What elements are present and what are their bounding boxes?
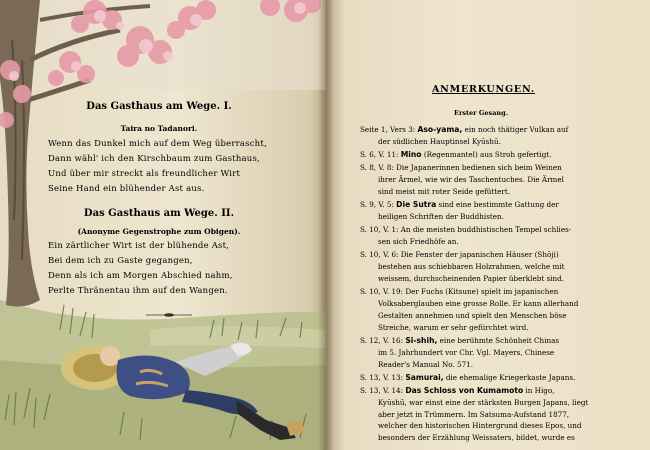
note-term: Mino xyxy=(400,150,422,159)
note-text: sind eine bestimmte Gattung der xyxy=(438,200,559,209)
note-continuation: welcher den historischen Hintergrund dieses Epos, und xyxy=(378,421,582,431)
note-continuation: aber jetzt in Trümmern. Im Satsuma-Aufstand 1877, xyxy=(378,409,570,419)
note-reference: S. 10, V. 6: xyxy=(360,250,401,259)
note-term: Samurai, xyxy=(405,372,444,382)
note-continuation: besonders der Erzählung Weissaters, bildet, wurde es xyxy=(378,433,575,443)
note-term: Aso-yama, xyxy=(417,125,463,134)
note-continuation: Streiche, warum er sehr gefürchtet wird. xyxy=(378,322,529,332)
note-continuation: Volksaberglauben eine grosse Rolle. Er kann allerhand xyxy=(378,298,579,308)
note-entry xyxy=(360,163,562,172)
note-entry xyxy=(360,150,552,159)
poem-2-line: Bei dem ich zu Gaste gegangen, xyxy=(48,256,193,266)
note-reference: S. 13, V. 13: xyxy=(360,372,406,382)
note-reference: S. 10, V. 19: xyxy=(360,286,406,296)
note-reference: S. 8, V. 8: xyxy=(360,163,397,173)
note-reference: S. 12, V. 16: xyxy=(360,335,406,345)
note-continuation: weissem, durchscheinenden Papier überklebt sind. xyxy=(378,273,564,283)
note-reference: S. 6, V. 11: xyxy=(360,150,401,159)
note-reference: S. 9, V. 5: xyxy=(360,200,397,209)
note-entry xyxy=(360,336,559,345)
note-continuation: bestehen aus schiebbaren Holzrahmen, welche mit xyxy=(378,261,565,271)
note-entry xyxy=(360,373,575,382)
note-continuation: der südlichen Hauptinsel Kyūshū. xyxy=(378,136,501,146)
note-text: Die Fenster der japanischen Häuser (Shōji) xyxy=(400,250,559,259)
note-text: ein noch thätiger Vulkan auf xyxy=(464,125,569,134)
note-entry xyxy=(360,287,558,296)
note-continuation: ihrer Ärmel, wie wir des Taschentuches. Die Ärmel xyxy=(378,175,564,184)
note-entry xyxy=(360,250,559,259)
note-reference: S. 10, V. 1: xyxy=(360,225,401,234)
note-continuation: Kyūshū, war einst eine der stärksten Burgen Japans, liegt xyxy=(378,397,589,407)
note-term: Si-shih, xyxy=(405,335,438,345)
note-continuation: sind meist mit roter Seide gefüttert. xyxy=(378,186,511,196)
notes-title: ANMERKUNGEN. xyxy=(432,84,535,95)
note-entry xyxy=(360,125,568,134)
note-text: in Higo, xyxy=(525,385,555,395)
poem-1-author: Taira no Tadanori. xyxy=(120,124,198,133)
note-term: Das Schloss von Kumamoto xyxy=(405,385,524,395)
note-text: Der Fuchs (Kitsune) spielt im japanischen xyxy=(405,286,559,296)
note-reference: S. 13, V. 14: xyxy=(360,385,406,395)
poem-2-heading: Das Gasthaus am Wege. II. xyxy=(83,208,235,219)
note-reference: Seite 1, Vers 3: xyxy=(360,125,418,134)
poem-2-line: Ein zärtlicher Wirt ist der blühende Ast, xyxy=(48,241,230,251)
poem-1-line: Seine Hand ein blühender Ast aus. xyxy=(48,184,205,194)
note-entry xyxy=(360,386,554,395)
poem-1-line: Dann wähl' ich den Kirschbaum zum Gasthaus, xyxy=(48,154,260,164)
notes-subtitle: Erster Gesang. xyxy=(454,109,508,117)
poem-1-line: Wenn das Dunkel mich auf dem Weg überrascht, xyxy=(48,139,267,149)
note-entry xyxy=(360,200,559,209)
poem-2-line: Denn als ich am Morgen Abschied nahm, xyxy=(48,271,233,281)
book-gutter xyxy=(318,0,334,450)
poem-1-heading: Das Gasthaus am Wege. I. xyxy=(86,101,232,112)
note-continuation: sen sich Friedhöfe an. xyxy=(378,236,459,246)
note-continuation: Reader's Manual No. 571. xyxy=(378,359,474,369)
note-text: (Regenmantel) aus Stroh gefertigt. xyxy=(423,150,552,159)
ornament-divider xyxy=(146,313,192,317)
note-continuation: im 5. Jahrhundert vor Chr. Vgl. Mayers, Chinese xyxy=(378,347,555,357)
note-continuation: Gestalten annehmen und spielt den Menschen böse xyxy=(378,310,567,320)
note-term: Die Sutra xyxy=(396,200,437,209)
note-text: die ehemalige Kriegerkaste Japans. xyxy=(445,372,576,382)
note-text: Die Japanerinnen bedienen sich beim Weinen xyxy=(396,163,562,173)
poem-1-line: Und über mir streckt als freundlicher Wirt xyxy=(48,169,241,179)
note-entry xyxy=(360,225,571,234)
note-text: eine berühmte Schönheit Chinas xyxy=(439,335,560,345)
note-text: An die meisten buddhistischen Tempel schlies- xyxy=(400,225,572,234)
poem-2-author: (Anonyme Gegenstrophe zum Obigen). xyxy=(77,227,241,236)
note-continuation: heiligen Schriften der Buddhisten. xyxy=(378,211,504,221)
poem-2-line: Perlte Thränentau ihm auf den Wangen. xyxy=(48,286,228,296)
